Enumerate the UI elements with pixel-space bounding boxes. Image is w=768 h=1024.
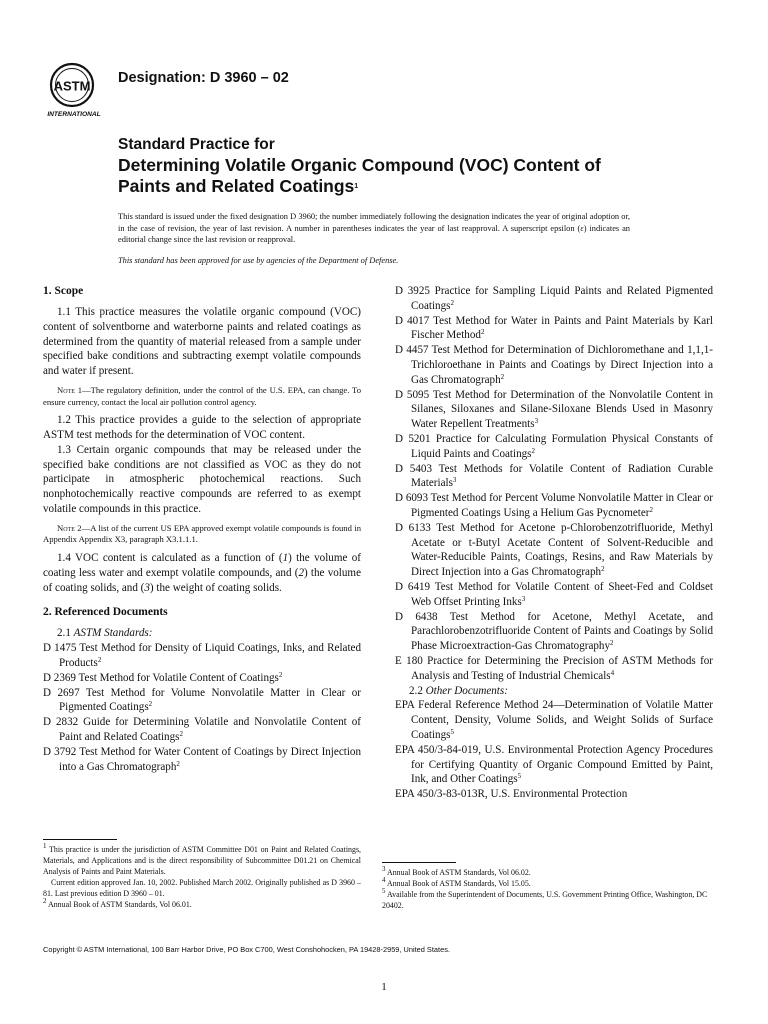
reference-item: D 2369 Test Method for Volatile Content of Coatings$^2$	[43, 670, 283, 684]
reference-item: D 5201 Practice for Calculating Formulation Physical Constants of Liquid Paints and Coatings$^2$	[395, 432, 713, 460]
title-footnote-mark: 1	[354, 183, 359, 190]
dod-approval-note: This standard has been approved for use by agencies of the Department of Defense.	[118, 256, 399, 265]
reference-item: EPA 450/3-84-019, U.S. Environmental Protection Agency Procedures for Certifying Quantity of Organic Compound Emitted by Paint, Ink, and Other Coatings$^5$	[395, 743, 713, 786]
footnote: $^3$ Annual Book of ASTM Standards, Vol 06.02.	[382, 865, 531, 877]
title-line-3	[118, 176, 718, 197]
reference-item: E 180 Practice for Determining the Precision of ASTM Methods for Analysis and Testing of Industrial Chemicals$^4$	[395, 654, 713, 682]
title-line-3-text: Paints and Related Coatings	[118, 176, 355, 196]
intro-paragraph: This standard is issued under the fixed designation D 3960; the number immediately following the designation indicates the year of original adoption or, in the case of revision, the year of last revision. A number in parentheses indicates the year of last reapproval. A superscript epsilon (ε) indicates an editorial change since the last revision or reapproval.	[118, 212, 630, 245]
section-heading-referenced-documents: 2. Referenced Documents	[43, 606, 168, 619]
note-1	[43, 385, 361, 408]
copyright-line: Copyright © ASTM International, 100 Barr Harbor Drive, PO Box C700, West Conshohocken, PA 19428-2959, United States.	[43, 945, 450, 954]
document-title	[118, 135, 718, 197]
right-reference-list	[395, 284, 713, 684]
section-heading-scope: 1. Scope	[43, 285, 84, 297]
subsection-astm-standards: 2.1 ASTM Standards:	[57, 627, 153, 640]
note-label: Note	[57, 522, 75, 533]
reference-item: D 4017 Test Method for Water in Paints and Paint Materials by Karl Fischer Method$^2$	[395, 314, 713, 342]
logo-text: ASTM	[53, 78, 91, 94]
reference-item: D 5095 Test Method for Determination of the Nonvolatile Content in Silanes, Siloxanes and Silane-Siloxane Blends Used in Masonry Water Repellent Treatments$^3$	[395, 388, 713, 431]
footnote: $^2$ Annual Book of ASTM Standards, Vol 06.01.	[43, 897, 192, 909]
footnote: $^4$ Annual Book of ASTM Standards, Vol 15.05.	[382, 876, 531, 888]
scope-paragraph-1-3: 1.3 Certain organic compounds that may be released under the specified bake conditions are not classified as VOC as they do not participate in atmospheric photochemical reactions. Such nonphotochemically reactive compounds are referred to as exempt volatile compounds in this practice.	[43, 443, 361, 515]
note-2-text: 2—A list of the current US EPA approved exempt volatile compounds is found in Appendix Appendix X3, paragraph X3.1.1.1.	[43, 522, 361, 545]
footnotes-right	[382, 862, 712, 911]
reference-item: D 2697 Test Method for Volume Nonvolatile Matter in Clear or Pigmented Coatings$^2$	[43, 686, 361, 714]
right-column	[395, 284, 713, 802]
reference-item: D 3792 Test Method for Water Content of Coatings by Direct Injection into a Gas Chromatograph$^2$	[43, 745, 361, 773]
designation: Designation: D 3960 – 02	[118, 70, 289, 86]
reference-item: D 6093 Test Method for Percent Volume Nonvolatile Matter in Clear or Pigmented Coatings Using a Helium Gas Pycnometer$^2$	[395, 492, 713, 519]
reference-item: D 1475 Test Method for Density of Liquid Coatings, Inks, and Related Products$^2$	[43, 642, 361, 669]
note-label: Note	[57, 384, 75, 395]
reference-item: D 5403 Test Methods for Volatile Content of Radiation Curable Materials$^3$	[395, 462, 713, 490]
reference-item: EPA 450/3-83-013R, U.S. Environmental Protection	[395, 788, 628, 801]
note-2	[43, 523, 361, 546]
left-column	[43, 284, 361, 774]
scope-paragraph-1-2: 1.2 This practice provides a guide to the selection of appropriate ASTM test methods for the determination of VOC content.	[43, 414, 361, 441]
other-reference-list	[395, 698, 713, 802]
reference-item: D 6133 Test Method for Acetone p-Chlorobenzotrifluoride, Methyl Acetate or t-Butyl Acetate Content of Solvent-Reducible and Water-Reducible Paints, Coatings, Resins, and Raw Materials by Direct Injection into a Gas Chromatograph$^2$	[395, 521, 713, 579]
note-1-text: 1—The regulatory definition, under the control of the U.S. EPA, can change. To ensure currency, contact the local air pollution control agency.	[43, 384, 361, 407]
astm-logo	[34, 60, 114, 122]
logo-subtext: INTERNATIONAL	[47, 111, 101, 118]
reference-item: D 6438 Test Method for Acetone, Methyl Acetate, and Parachlorobenzotrifluoride Content of Paints and Coatings by Solid Phase Microextraction-Gas Chromatography$^2$	[395, 610, 713, 653]
scope-paragraph-1-4: 1.4 VOC content is calculated as a function of (1) the volume of coating less water and exempt volatile compounds, and (2) the volume of coating solids, and (3) the weight of coating solids.	[43, 551, 361, 594]
title-line-2: Determining Volatile Organic Compound (VOC) Content of	[118, 155, 601, 175]
left-reference-list	[43, 641, 361, 774]
reference-item: D 4457 Test Method for Determination of Dichloromethane and 1,1,1-Trichloroethane in Paints and Coatings by Direct Injection into a Gas Chromatograph$^2$	[395, 344, 713, 386]
footnote: $^5$ Available from the Superintendent of Documents, U.S. Government Printing Office, Washington, DC 20402.	[382, 887, 708, 910]
page-number: 1	[381, 981, 387, 993]
footnote: $^1$ This practice is under the jurisdiction of ASTM Committee D01 on Paint and Related Coatings, Materials, and Applications and is the direct responsibility of Subcommittee D01.21 on Chemical Analysis of Paints and Paint Materials.	[43, 842, 361, 876]
reference-item: D 3925 Practice for Sampling Liquid Paints and Related Pigmented Coatings$^2$	[395, 285, 713, 312]
reference-item: D 6419 Test Method for Volatile Content of Sheet-Fed and Coldset Web Offset Printing Inks$^3$	[395, 580, 713, 608]
reference-item: D 2832 Guide for Determining Volatile and Nonvolatile Content of Paint and Related Coatings$^2$	[43, 716, 361, 743]
footnote: Current edition approved Jan. 10, 2002. Published March 2002. Originally published as D 3960 – 81. Last previous edition D 3960 – 01.	[43, 878, 361, 898]
reference-item: EPA Federal Reference Method 24—Determination of Volatile Matter Content, Density, Volume Solids, and Weight Solids of Surface Coatings$^5$	[395, 699, 713, 741]
title-line-1: Standard Practice for	[118, 136, 275, 153]
footnotes-left	[43, 839, 361, 910]
subsection-other-documents: 2.2 Other Documents:	[409, 684, 508, 697]
scope-paragraph-1-1: 1.1 This practice measures the volatile organic compound (VOC) content of solventborne and waterborne paints and related coatings as determined from the quantity of material released from a sample under specified bake conditions and subtracting exempt volatile compounds and water if present.	[43, 306, 361, 378]
